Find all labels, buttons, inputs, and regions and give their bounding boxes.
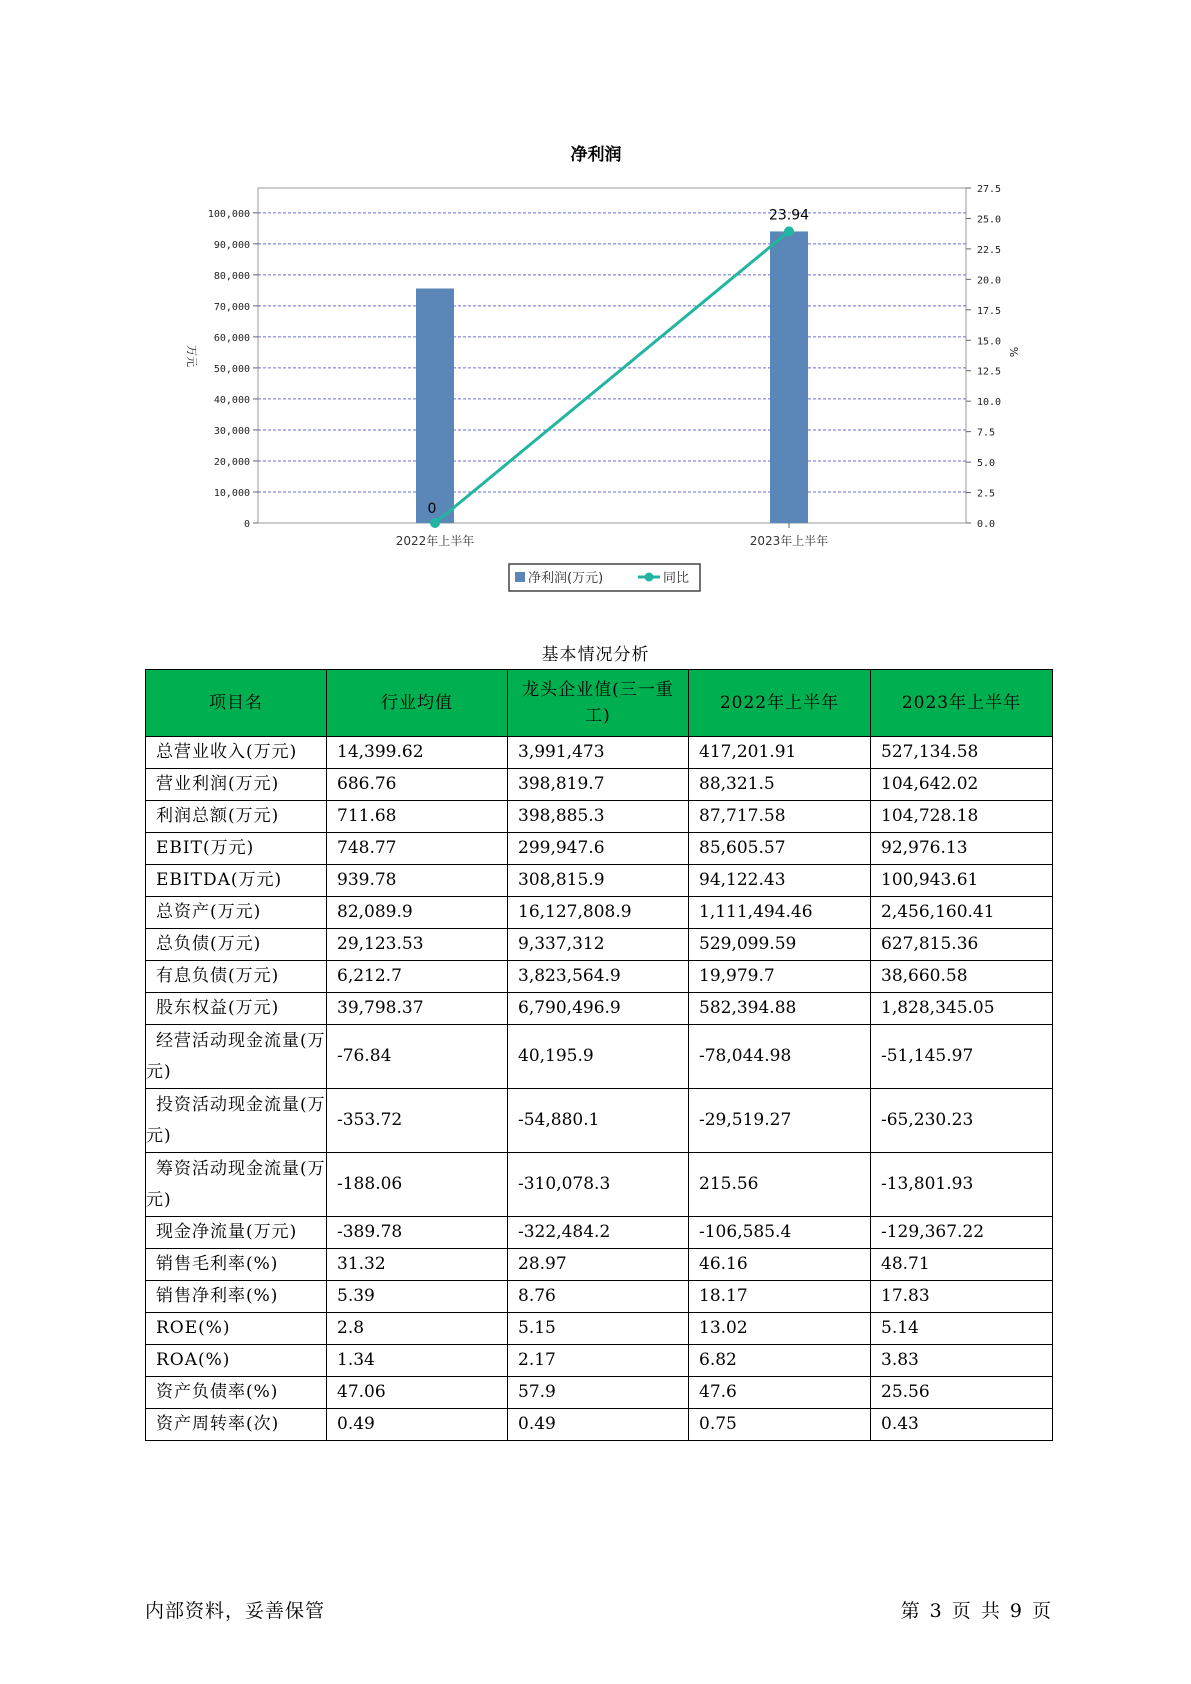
y-right-tick-label: 5.0 [977,458,996,470]
table-cell: 47.06 [327,1377,508,1409]
table-cell: 9,337,312 [508,929,689,961]
table-cell: -29,519.27 [689,1089,871,1153]
y-right-tick-label: 20.0 [977,275,1002,287]
chart-axes [185,184,1020,548]
row-label-cell: EBIT(万元) [146,833,327,865]
table-cell: -129,367.22 [871,1217,1053,1249]
table-cell: 417,201.91 [689,737,871,769]
row-label-cell: 总负债(万元) [146,929,327,961]
table-header-row [146,670,1053,737]
table-cell: 398,819.7 [508,769,689,801]
y-right-tick-label: 10.0 [977,397,1002,409]
table-cell: 299,947.6 [508,833,689,865]
row-label-cell: 有息负债(万元) [146,961,327,993]
row-label-cell: 总营业收入(万元) [146,737,327,769]
chart-canvas [0,0,1191,600]
yoy-point [430,518,440,528]
legend-bar-swatch [515,572,525,582]
footer-page-number: 第 3 页 共 9 页 [900,1600,1051,1622]
y-tick-label: 70,000 [213,301,250,313]
x-category-label: 2023年上半年 [749,534,829,548]
table-cell: 5.15 [508,1313,689,1345]
y-right-tick-label: 2.5 [977,488,996,500]
table-row [146,1313,1053,1345]
table-cell: 17.83 [871,1281,1053,1313]
footer-confidential-note: 内部资料，妥善保管 [145,1600,326,1622]
table-cell: 46.16 [689,1249,871,1281]
table-row [146,1217,1053,1249]
table-cell: 215.56 [689,1153,871,1217]
row-label-cell: 现金净流量(万元) [146,1217,327,1249]
table-cell: 6,790,496.9 [508,993,689,1025]
table-cell: 18.17 [689,1281,871,1313]
table-cell: 3.83 [871,1345,1053,1377]
chart-title: 净利润 [570,145,622,165]
y-tick-label: 50,000 [213,363,250,375]
table-cell: -353.72 [327,1089,508,1153]
legend-bar-label: 净利润(万元) [528,571,604,586]
net-profit-bar [416,289,454,524]
table-row [146,1153,1053,1217]
table-cell: -65,230.23 [871,1089,1053,1153]
table-cell: 1,828,345.05 [871,993,1053,1025]
legend-line-label: 同比 [663,571,690,586]
table-cell: 1,111,494.46 [689,897,871,929]
table-cell: 19,979.7 [689,961,871,993]
row-label-cell: ROA(%) [146,1345,327,1377]
table-cell: 82,089.9 [327,897,508,929]
table-cell: 5.14 [871,1313,1053,1345]
y-tick-label: 30,000 [213,425,250,437]
table-cell: 939.78 [327,865,508,897]
row-label-cell: 资产周转率(次) [146,1409,327,1441]
table-cell: -51,145.97 [871,1025,1053,1089]
row-label-cell: 销售毛利率(%) [146,1249,327,1281]
table-cell: 1.34 [327,1345,508,1377]
table-cell: 0.75 [689,1409,871,1441]
row-label-cell: 股东权益(万元) [146,993,327,1025]
row-label-cell: EBITDA(万元) [146,865,327,897]
yoy-point [784,226,794,236]
table-cell: 6.82 [689,1345,871,1377]
table-row [146,993,1053,1025]
table-cell: 40,195.9 [508,1025,689,1089]
table-body [146,737,1053,1441]
y-right-tick-label: 0.0 [977,519,996,530]
table-cell: -389.78 [327,1217,508,1249]
table-cell: -310,078.3 [508,1153,689,1217]
table-cell: 38,660.58 [871,961,1053,993]
table-cell: 2.8 [327,1313,508,1345]
y-right-axis-unit: % [1007,346,1020,358]
table-title: 基本情况分析 [541,645,650,665]
chart-legend [509,564,700,591]
table-cell: 529,099.59 [689,929,871,961]
table-header-cell: 龙头企业值(三一重工) [508,670,689,737]
y-right-tick-label: 15.0 [977,336,1002,348]
table-cell: 0.49 [327,1409,508,1441]
y-right-tick-label: 22.5 [977,244,1002,256]
table-cell: 47.6 [689,1377,871,1409]
table-cell: -76.84 [327,1025,508,1089]
y-right-tick-label: 12.5 [977,366,1002,378]
y-right-tick-label: 25.0 [977,214,1002,226]
table-cell: 29,123.53 [327,929,508,961]
table-cell: 104,728.18 [871,801,1053,833]
table-row [146,1377,1053,1409]
table-cell: 3,991,473 [508,737,689,769]
table-cell: 85,605.57 [689,833,871,865]
table-cell: 31.32 [327,1249,508,1281]
row-label-cell: 利润总额(万元) [146,801,327,833]
y-tick-label: 80,000 [213,270,250,282]
table-row [146,897,1053,929]
table-cell: 16,127,808.9 [508,897,689,929]
table-cell: 57.9 [508,1377,689,1409]
table-row [146,1025,1053,1089]
yoy-data-label: 0 [427,501,437,517]
y-right-tick-label: 17.5 [977,305,1002,317]
table-row [146,1345,1053,1377]
table-cell: 2.17 [508,1345,689,1377]
table-cell: -106,585.4 [689,1217,871,1249]
table-cell: -54,880.1 [508,1089,689,1153]
net-profit-bar [770,231,808,523]
row-label-cell: 筹资活动现金流量(万元) [146,1153,327,1217]
table-cell: 39,798.37 [327,993,508,1025]
y-tick-label: 10,000 [213,487,250,499]
table-row [146,1281,1053,1313]
table-cell: -13,801.93 [871,1153,1053,1217]
y-tick-label: 100,000 [207,208,250,220]
table-row [146,737,1053,769]
row-label-cell: 营业利润(万元) [146,769,327,801]
y-right-tick-label: 27.5 [977,184,1002,195]
table-header-cell: 2022年上半年 [689,670,871,737]
table-cell: 14,399.62 [327,737,508,769]
table-cell: 627,815.36 [871,929,1053,961]
table-cell: 5.39 [327,1281,508,1313]
table-cell: 0.43 [871,1409,1053,1441]
y-right-tick-label: 7.5 [977,427,996,439]
table-row [146,769,1053,801]
y-tick-label: 0 [243,519,250,530]
legend-line-marker [645,573,654,582]
table-cell: -322,484.2 [508,1217,689,1249]
table-cell: 711.68 [327,801,508,833]
yoy-data-label: 23.94 [768,207,810,224]
table-cell: 100,943.61 [871,865,1053,897]
row-label-cell: ROE(%) [146,1313,327,1345]
table-header-cell: 项目名 [146,670,327,737]
table-cell: 527,134.58 [871,737,1053,769]
table-row [146,1409,1053,1441]
y-axis-unit: 万元 [185,345,198,367]
table-row [146,961,1053,993]
table-cell: 87,717.58 [689,801,871,833]
table-cell: 686.76 [327,769,508,801]
table-header-cell: 2023年上半年 [871,670,1053,737]
row-label-cell: 投资活动现金流量(万元) [146,1089,327,1153]
table-cell: 3,823,564.9 [508,961,689,993]
table-cell: 6,212.7 [327,961,508,993]
table-row [146,801,1053,833]
basic-analysis-table [145,669,1053,1441]
row-label-cell: 经营活动现金流量(万元) [146,1025,327,1089]
table-cell: 2,456,160.41 [871,897,1053,929]
y-tick-label: 60,000 [213,332,250,344]
table-cell: 748.77 [327,833,508,865]
y-tick-label: 40,000 [213,394,250,406]
table-cell: 8.76 [508,1281,689,1313]
table-cell: 104,642.02 [871,769,1053,801]
table-cell: 94,122.43 [689,865,871,897]
table-cell: 308,815.9 [508,865,689,897]
table-cell: 28.97 [508,1249,689,1281]
table-cell: -78,044.98 [689,1025,871,1089]
net-profit-chart [0,0,1191,600]
table-row [146,929,1053,961]
table-cell: 582,394.88 [689,993,871,1025]
row-label-cell: 销售净利率(%) [146,1281,327,1313]
table-row [146,1089,1053,1153]
table-cell: 0.49 [508,1409,689,1441]
table-row [146,1249,1053,1281]
table-row [146,833,1053,865]
table-cell: 25.56 [871,1377,1053,1409]
table-cell: 88,321.5 [689,769,871,801]
table-cell: 92,976.13 [871,833,1053,865]
table-row [146,865,1053,897]
plot-area-frame [258,188,966,523]
table-cell: 398,885.3 [508,801,689,833]
table-header-cell: 行业均值 [327,670,508,737]
row-label-cell: 总资产(万元) [146,897,327,929]
table-cell: 48.71 [871,1249,1053,1281]
chart-grid [258,188,966,523]
table-cell: 13.02 [689,1313,871,1345]
x-category-label: 2022年上半年 [395,534,475,548]
row-label-cell: 资产负债率(%) [146,1377,327,1409]
table-cell: -188.06 [327,1153,508,1217]
y-tick-label: 20,000 [213,456,250,468]
y-tick-label: 90,000 [213,239,250,251]
